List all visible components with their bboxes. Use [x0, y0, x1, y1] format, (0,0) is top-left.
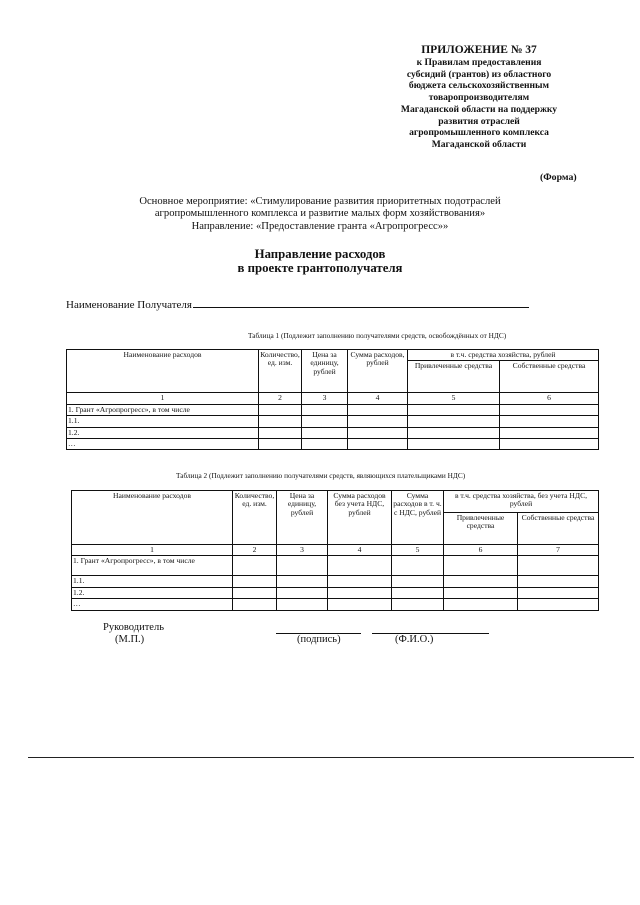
table1 — [66, 349, 599, 450]
t2-header-name: Наименование расходов — [72, 491, 233, 545]
t2-cell[interactable] — [277, 576, 328, 587]
t1-cell[interactable] — [500, 404, 599, 415]
appendix-line: субсидий (грантов) из областного — [406, 68, 552, 80]
t1-cell[interactable] — [500, 439, 599, 450]
t1-row-label: 1. Грант «Агропрогресс», в том числе — [67, 404, 259, 415]
t1-row-label: 1.2. — [67, 427, 259, 438]
t2-cell[interactable] — [277, 556, 328, 576]
t2-cell[interactable] — [392, 576, 444, 587]
t1-cell[interactable] — [348, 416, 408, 427]
t2-col-number: 6 — [444, 545, 518, 556]
t2-cell[interactable] — [444, 587, 518, 598]
document-title — [190, 247, 450, 275]
t1-cell[interactable] — [302, 404, 348, 415]
t1-cell[interactable] — [500, 416, 599, 427]
page-bottom-rule — [28, 757, 634, 758]
t2-row-label: … — [72, 599, 233, 610]
fio-caption: (Ф.И.О.) — [395, 634, 434, 645]
t2-col-number: 7 — [518, 545, 599, 556]
intro-line: Основное мероприятие: «Стимулирование развития приоритетных подотраслей — [139, 196, 501, 207]
appendix-line: товаропроизводителям — [428, 92, 530, 104]
t1-cell[interactable] — [302, 416, 348, 427]
intro-block — [100, 196, 540, 233]
t1-header-own: Собственные средства — [500, 361, 599, 393]
appendix-line: агропромышленного комплекса — [409, 127, 549, 139]
t1-col-number: 2 — [259, 393, 302, 404]
appendix-line: к Правилам предоставления — [416, 57, 542, 68]
t2-header-sum-vat: Сумма расходов в т. ч. с НДС, рублей — [392, 491, 444, 545]
t2-header-sum-no-vat: Сумма расходов без учета НДС, рублей — [328, 491, 392, 545]
t2-header-group: в т.ч. средства хозяйства, без учета НДС, рублей — [444, 491, 599, 513]
t2-cell[interactable] — [328, 599, 392, 610]
t2-header-own: Собственные средства — [518, 513, 599, 545]
t2-col-number: 4 — [328, 545, 392, 556]
t1-header-qty: Количество, ед. изм. — [259, 350, 302, 393]
title-line: Направление расходов — [254, 247, 386, 261]
t2-cell[interactable] — [392, 587, 444, 598]
t2-cell[interactable] — [233, 587, 277, 598]
appendix-line: бюджета сельскохозяйственным — [408, 80, 550, 92]
t2-row-label: 1.2. — [72, 587, 233, 598]
title-line: в проекте грантополучателя — [237, 261, 403, 275]
t2-header-qty: Количество, ед. изм. — [233, 491, 277, 545]
t2-cell[interactable] — [518, 576, 599, 587]
t1-cell[interactable] — [259, 427, 302, 438]
t2-cell[interactable] — [328, 576, 392, 587]
recipient-field — [66, 298, 529, 311]
t1-col-number: 3 — [302, 393, 348, 404]
t1-header-attracted: Привлеченные средства — [408, 361, 500, 393]
signature-head-label: Руководитель — [103, 622, 164, 633]
t1-cell[interactable] — [408, 416, 500, 427]
t2-cell[interactable] — [233, 599, 277, 610]
t1-cell[interactable] — [348, 439, 408, 450]
t1-cell[interactable] — [348, 427, 408, 438]
t1-row-label: … — [67, 439, 259, 450]
t2-cell[interactable] — [518, 599, 599, 610]
form-label: (Форма) — [540, 172, 577, 183]
t2-cell[interactable] — [444, 556, 518, 576]
t2-cell[interactable] — [328, 587, 392, 598]
t2-cell[interactable] — [233, 556, 277, 576]
t2-header-price: Цена за единицу, рублей — [277, 491, 328, 545]
t2-cell[interactable] — [233, 576, 277, 587]
t1-cell[interactable] — [259, 439, 302, 450]
t2-col-number: 2 — [233, 545, 277, 556]
t1-cell[interactable] — [408, 404, 500, 415]
appendix-line: Магаданской области — [431, 138, 527, 150]
table2 — [71, 490, 599, 611]
t2-cell[interactable] — [444, 576, 518, 587]
t1-col-number: 5 — [408, 393, 500, 404]
t2-cell[interactable] — [392, 599, 444, 610]
appendix-header — [356, 44, 602, 151]
t1-cell[interactable] — [259, 404, 302, 415]
table1-caption: Таблица 1 (Подлежит заполнению получателями средств, освобождённых от НДС) — [248, 331, 507, 340]
t1-header-name: Наименование расходов — [67, 350, 259, 393]
recipient-input-line[interactable] — [193, 298, 529, 308]
t2-cell[interactable] — [277, 599, 328, 610]
t1-col-number: 6 — [500, 393, 599, 404]
appendix-line: Магаданской области на поддержку — [400, 103, 558, 115]
t1-header-price: Цена за единицу, рублей — [302, 350, 348, 393]
intro-line: агропромышленного комплекса и развитие малых форм хозяйствования» — [154, 208, 486, 220]
t2-cell[interactable] — [444, 599, 518, 610]
t2-col-number: 5 — [392, 545, 444, 556]
t1-row-label: 1.1. — [67, 416, 259, 427]
t2-col-number: 3 — [277, 545, 328, 556]
t1-header-sum: Сумма расходов, рублей — [348, 350, 408, 393]
t1-header-group: в т.ч. средства хозяйства, рублей — [408, 350, 599, 361]
t1-col-number: 1 — [67, 393, 259, 404]
t2-col-number: 1 — [72, 545, 233, 556]
t1-col-number: 4 — [348, 393, 408, 404]
t1-cell[interactable] — [348, 404, 408, 415]
t2-cell[interactable] — [277, 587, 328, 598]
t2-row-label: 1. Грант «Агропрогресс», в том числе — [72, 556, 233, 576]
t1-cell[interactable] — [408, 427, 500, 438]
appendix-title: ПРИЛОЖЕНИЕ № 37 — [421, 44, 537, 56]
t1-cell[interactable] — [302, 439, 348, 450]
t2-cell[interactable] — [518, 556, 599, 576]
t1-cell[interactable] — [500, 427, 599, 438]
t1-cell[interactable] — [302, 427, 348, 438]
signature-caption: (подпись) — [297, 634, 341, 645]
t2-cell[interactable] — [328, 556, 392, 576]
t2-header-attracted: Привлеченные средства — [444, 513, 518, 545]
t2-cell[interactable] — [392, 556, 444, 576]
recipient-label: Наименование Получателя — [66, 299, 192, 311]
t1-cell[interactable] — [259, 416, 302, 427]
t2-cell[interactable] — [518, 587, 599, 598]
appendix-line: развития отраслей — [438, 115, 520, 127]
t1-cell[interactable] — [408, 439, 500, 450]
intro-line: Направление: «Предоставление гранта «Агропрогресс»» — [191, 220, 449, 232]
stamp-label: (М.П.) — [115, 634, 145, 645]
t2-row-label: 1.1. — [72, 576, 233, 587]
table2-caption: Таблица 2 (Подлежит заполнению получателями средств, являющихся плательщиками НДС) — [176, 471, 466, 480]
